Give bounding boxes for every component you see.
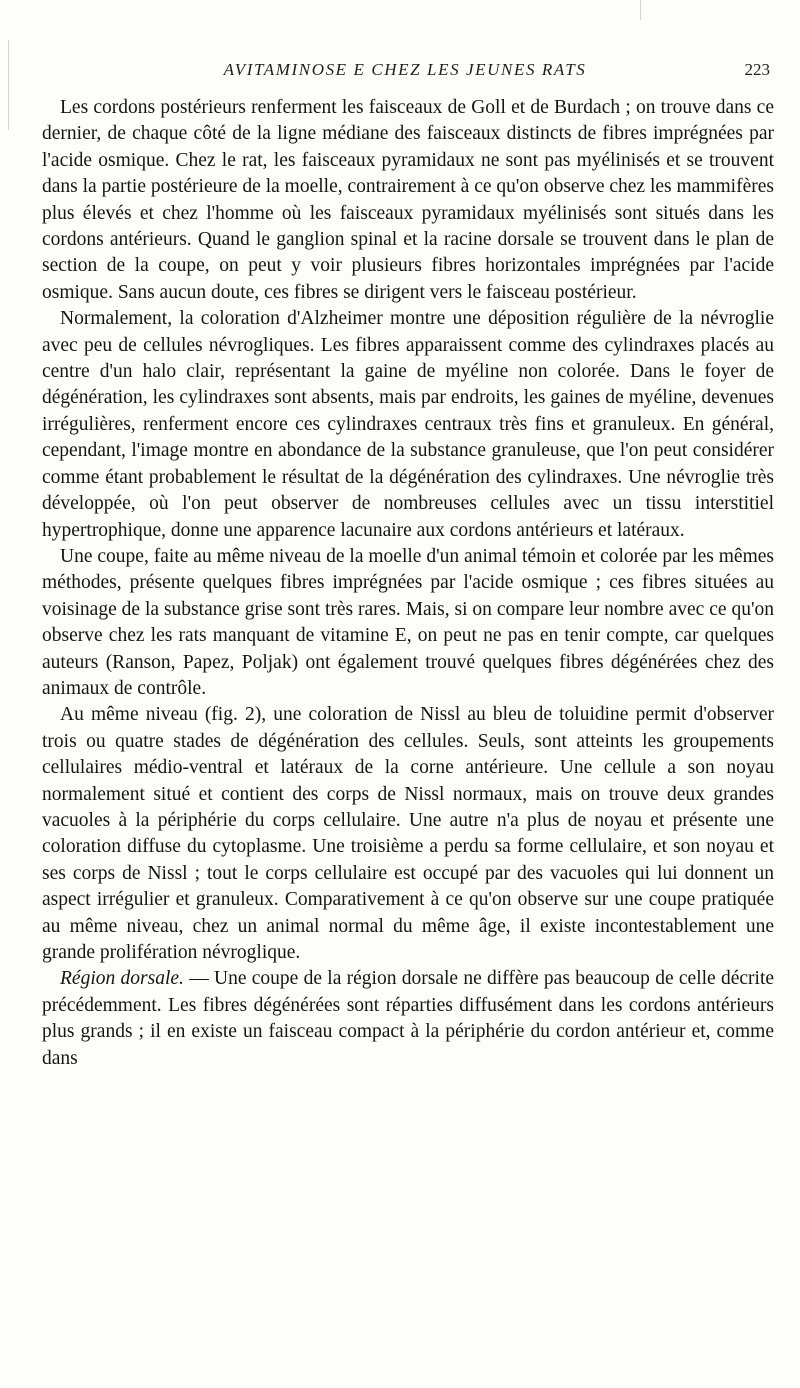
page-header	[40, 60, 770, 86]
page-edge-mark-left	[8, 40, 9, 130]
section-dash: —	[183, 968, 214, 990]
running-head: AVITAMINOSE E CHEZ LES JEUNES RATS	[223, 60, 587, 79]
paragraph-alzheimer-coloration: Normalement, la coloration d'Alzheimer montre une déposition régulière de la névroglie avec peu de cellules névrogliques. Les fibres apparaissent comme des cylindraxes placés au centre d'un halo clair, représentant la gaine de myéline non colorée. Dans le foyer de dégénération, les cylindraxes sont absents, mais par endroits, les gaines de myéline, devenues irrégulières, renferment encore ces cylindraxes centraux très fins et granuleux. En général, cependant, l'image montre en abondance de la substance granuleuse, que l'on peut considérer comme étant probablement le résultat de la dégénération des cylindraxes. Une névroglie très développée, où l'on peut observer de nombreuses cellules avec un tissu interstitiel hypertrophique, donne une apparence lacunaire aux cordons antérieurs et latéraux.	[42, 308, 774, 541]
section-text: Une coupe de la région dorsale ne diffère pas beaucoup de celle décrite précédemment. Les fibres dégénérées sont réparties diffusément dans les cordons antérieurs plus grands ; il en existe un faisceau compact à la périphérie du cordon antérieur et, comme dans	[42, 968, 775, 1069]
section-title: Région dorsale.	[60, 968, 184, 990]
paragraph-cordons-posterieurs: Les cordons postérieurs renferment les faisceaux de Goll et de Burdach ; on trouve dans ce dernier, de chaque côté de la ligne médiane des faisceaux distincts de fibres imprégnées par l'acide osmique. Chez le rat, les faisceaux pyramidaux ne sont pas myélinisés et se trouvent dans la partie postérieure de la moelle, contrairement à ce qu'on observe chez les mammifères plus élevés et chez l'homme où les faisceaux pyramidaux myélinisés sont situés dans les cordons antérieurs. Quand le ganglion spinal et la racine dorsale se trouvent dans le plan de section de la coupe, on peut y voir plusieurs fibres horizontales imprégnées par l'acide osmique. Sans aucun doute, ces fibres se dirigent vers le faisceau postérieur.	[42, 97, 774, 303]
paragraph-coupe-temoin: Une coupe, faite au même niveau de la moelle d'un animal témoin et colorée par les mêmes méthodes, présente quelques fibres imprégnées par l'acide osmique ; ces fibres situées au voisinage de la substance grise sont très rares. Mais, si on compare leur nombre avec ce qu'on observe chez les rats manquant de vitamine E, on peut ne pas en tenir compte, car quelques auteurs (Ranson, Papez, Poljak) ont également trouvé quelques fibres dégénérées chez des animaux de contrôle.	[42, 545, 774, 699]
body-text	[42, 95, 774, 1072]
page-edge-mark-top-right	[640, 0, 641, 20]
page-number: 223	[744, 60, 770, 79]
paragraph-region-dorsale	[42, 966, 774, 1072]
paragraph-coloration-nissl: Au même niveau (fig. 2), une coloration de Nissl au bleu de toluidine permit d'observer trois ou quatre stades de dégénération des cellules. Seuls, sont atteints les groupements cellulaires médio-ventral et latéraux de la corne antérieure. Une cellule a son noyau normalement situé et contient des corps de Nissl normaux, mais on trouve deux grandes vacuoles à la périphérie du corps cellulaire. Une autre n'a plus de noyau et présente une coloration diffuse du cytoplasme. Une troisième a perdu sa forme cellulaire, et son noyau et ses corps de Nissl ; tout le corps cellulaire est occupé par des vacuoles qui lui donnent un aspect irrégulier et granuleux. Comparativement à ce qu'on observe sur une coupe pratiquée au même niveau, chez un animal normal du même âge, il existe incontestablement une grande prolifération névroglique.	[42, 704, 774, 963]
